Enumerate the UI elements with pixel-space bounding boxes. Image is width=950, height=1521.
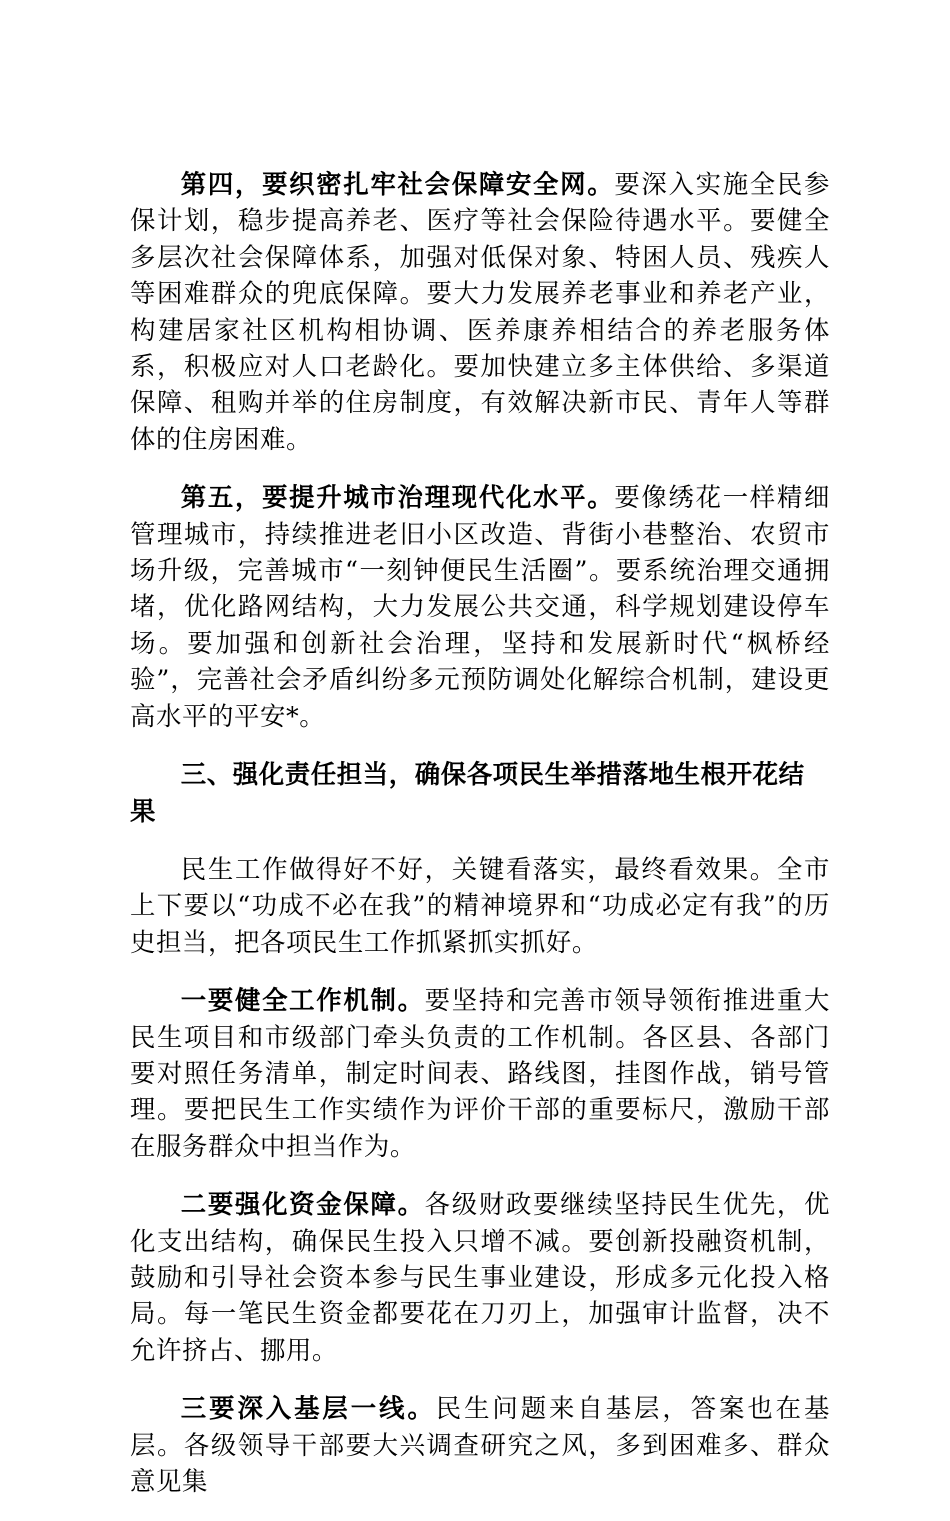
- paragraph-lead: 第四，要织密扎牢社会保障安全网。: [180, 169, 615, 199]
- section-heading: 三、强化责任担当，确保各项民生举措落地生根开花结果: [130, 759, 805, 826]
- document-page: [130, 166, 830, 1521]
- paragraph-funding: [130, 1186, 830, 1368]
- paragraph-grassroots: [130, 1390, 830, 1499]
- paragraph-lead: 三要深入基层一线。: [180, 1393, 436, 1424]
- paragraph-body: 民生问题来自基层，答案也在基层。各级领导干部要大兴调查研究之风，多到困难多、群众意见集: [130, 1393, 830, 1496]
- paragraph-body: 要深入实施全民参保计划，稳步提高养老、医疗等社会保险待遇水平。要健全多层次社会保障体系，加强对低保对象、特困人员、残疾人等困难群众的兜底保障。要大力发展养老事业和养老产业，构建居家社区机构相协调、医养康养相结合的养老服务体系，积极应对人口老龄化。要加快建立多主体供给、多渠道保障、租购并举的住房制度，有效解决新市民、青年人等群体的住房困难。: [130, 169, 830, 454]
- paragraph-lead: 第五，要提升城市治理现代化水平。: [180, 482, 615, 513]
- paragraph-lead: 一要健全工作机制。: [180, 985, 425, 1016]
- paragraph-social-security: [130, 166, 830, 457]
- paragraph-urban-governance: [130, 479, 830, 734]
- paragraph-implementation: [130, 851, 830, 960]
- paragraph-body: 要坚持和完善市领导领衔推进重大民生项目和市级部门牵头负责的工作机制。各区县、各部门要对照任务清单，制定时间表、路线图，挂图作战，销号管理。要把民生工作实绩作为评价干部的重要标尺，激励干部在服务群众中担当作为。: [130, 985, 831, 1161]
- paragraph-lead: 二要强化资金保障。: [180, 1189, 425, 1220]
- paragraph-work-mechanism: [130, 982, 830, 1164]
- paragraph-body: 各级财政要继续坚持民生优先，优化支出结构，确保民生投入只增不减。要创新投融资机制，鼓励和引导社会资本参与民生事业建设，形成多元化投入格局。每一笔民生资金都要花在刀刃上，加强审计监督，决不允许挤占、挪用。: [130, 1189, 831, 1365]
- paragraph-body: 要像绣花一样精细管理城市，持续推进老旧小区改造、背街小巷整治、农贸市场升级，完善城市“一刻钟便民生活圈”。要系统治理交通拥堵，优化路网结构，大力发展公共交通，科学规划建设停车场。要加强和创新社会治理，坚持和发展新时代“枫桥经验”，完善社会矛盾纠纷多元预防调处化解综合机制，建设更高水平的平安*。: [130, 482, 830, 731]
- paragraph-body: 民生工作做得好不好，关键看落实，最终看效果。全市上下要以“功成不必在我”的精神境界和“功成必定有我”的历史担当，把各项民生工作抓紧抓实抓好。: [130, 853, 830, 957]
